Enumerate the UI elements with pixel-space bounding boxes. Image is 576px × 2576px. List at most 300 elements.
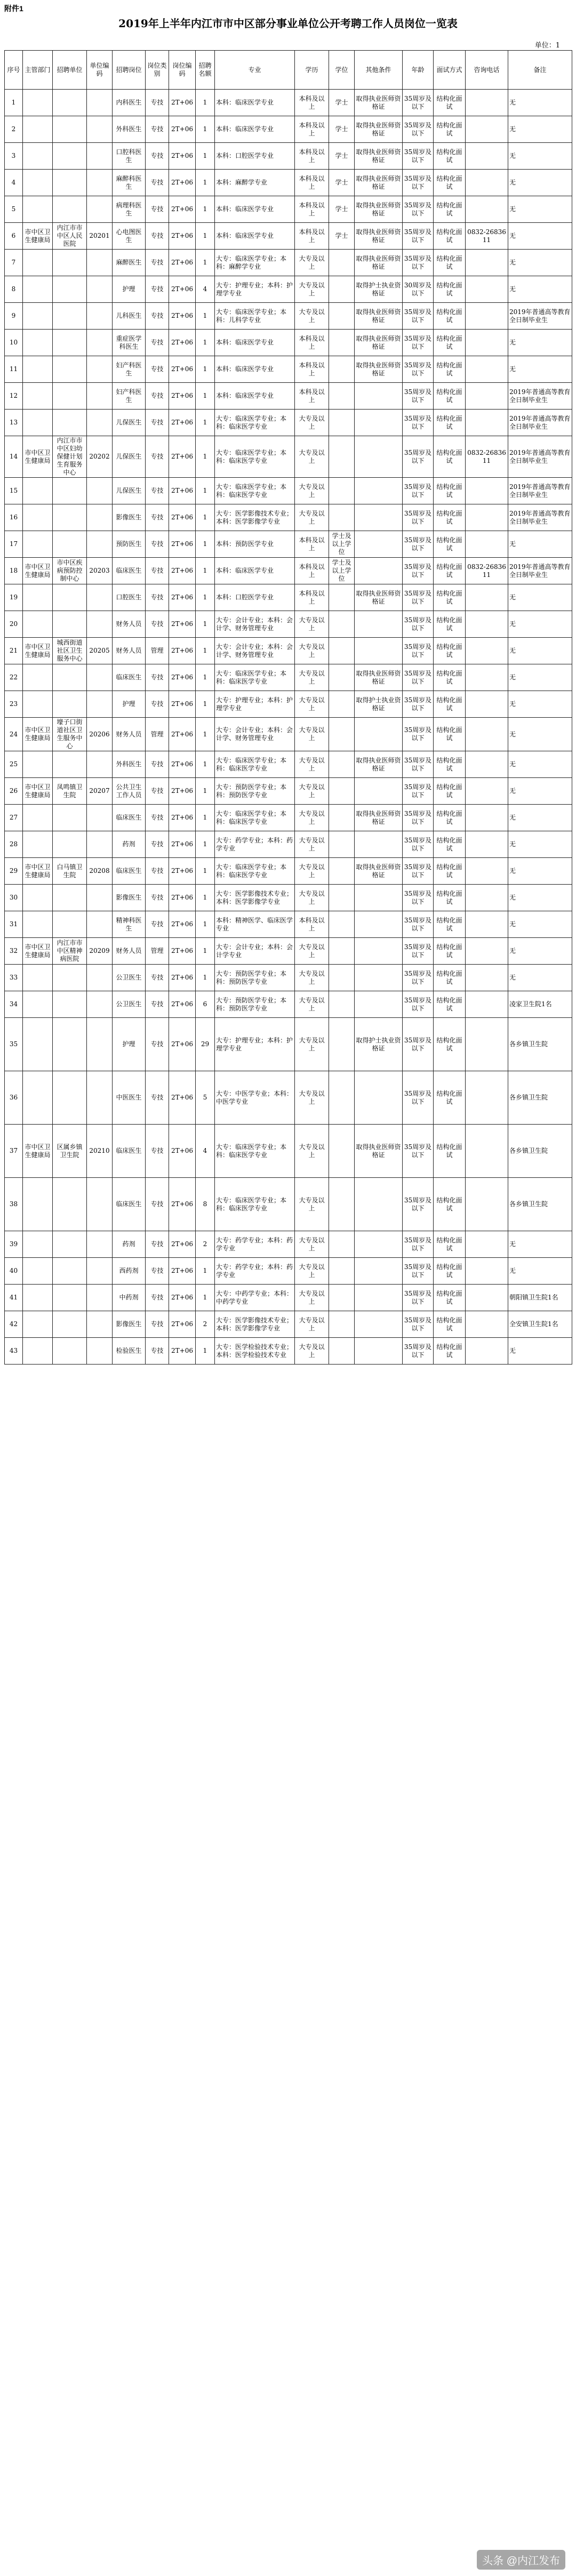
cell-org — [53, 356, 87, 383]
cell-type: 专技 — [146, 531, 169, 558]
table-row — [5, 196, 572, 223]
cell-age: 35周岁及以下 — [403, 1231, 434, 1258]
cell-dept — [23, 1338, 53, 1365]
cell-pcode: 2T+06 — [169, 584, 196, 611]
cell-major: 本科：临床医学专业 — [215, 223, 295, 250]
cell-exam: 结构化面试 — [434, 1258, 466, 1285]
cell-exam: 结构化面试 — [434, 531, 466, 558]
cell-org — [53, 143, 87, 170]
cell-major: 大专：护理专业；本科：护理学专业 — [215, 1018, 295, 1071]
cell-code — [87, 143, 113, 170]
cell-deg — [329, 1338, 355, 1365]
cell-no: 15 — [5, 478, 23, 504]
cell-org: 壕子口街道社区卫生服务中心 — [53, 718, 87, 751]
cell-note: 2019年普通高等教育全日制毕业生 — [508, 303, 572, 330]
cell-post: 影像医生 — [113, 885, 146, 911]
cell-major: 大专：预防医学专业；本科：预防医学专业 — [215, 778, 295, 805]
cell-age: 35周岁及以下 — [403, 991, 434, 1018]
cell-num: 1 — [196, 223, 215, 250]
cell-org — [53, 250, 87, 276]
cell-num: 1 — [196, 1338, 215, 1365]
cell-pcode: 2T+06 — [169, 410, 196, 436]
cell-major: 大专：医学影像技术专业；本科：医学影像学专业 — [215, 1311, 295, 1338]
cell-edu: 大专及以上 — [295, 250, 329, 276]
cell-age: 35周岁及以下 — [403, 504, 434, 531]
cell-post: 妇产科医生 — [113, 383, 146, 410]
cell-note: 无 — [508, 143, 572, 170]
cell-note: 2019年普通高等教育全日制毕业生 — [508, 383, 572, 410]
cell-exam: 结构化面试 — [434, 410, 466, 436]
cell-cond — [355, 938, 403, 965]
cell-major: 大专：临床医学专业；本科：临床医学专业 — [215, 751, 295, 778]
table-row — [5, 664, 572, 691]
cell-org — [53, 1231, 87, 1258]
cell-dept — [23, 1178, 53, 1231]
cell-exam: 结构化面试 — [434, 938, 466, 965]
cell-major: 大专：医学影像技术专业；本科：医学影像学专业 — [215, 885, 295, 911]
cell-edu: 大专及以上 — [295, 1258, 329, 1285]
cell-pcode: 2T+06 — [169, 1258, 196, 1285]
cell-org — [53, 1018, 87, 1071]
cell-pcode: 2T+06 — [169, 911, 196, 938]
cell-edu: 本科及以上 — [295, 383, 329, 410]
cell-tel — [466, 276, 508, 303]
cell-code — [87, 116, 113, 143]
cell-age: 35周岁及以下 — [403, 1311, 434, 1338]
cell-deg — [329, 1178, 355, 1231]
table-row — [5, 90, 572, 116]
cell-age: 35周岁及以下 — [403, 558, 434, 584]
cell-deg — [329, 751, 355, 778]
cell-dept — [23, 1018, 53, 1071]
cell-code: 20205 — [87, 638, 113, 664]
cell-age: 35周岁及以下 — [403, 831, 434, 858]
cell-pcode: 2T+06 — [169, 436, 196, 478]
cell-edu: 本科及以上 — [295, 356, 329, 383]
cell-code — [87, 1285, 113, 1311]
cell-note: 全安镇卫生院1名 — [508, 1311, 572, 1338]
cell-org — [53, 330, 87, 356]
cell-no: 27 — [5, 805, 23, 831]
page-title: 2019年上半年内江市市中区部分事业单位公开考聘工作人员岗位一览表 — [118, 17, 458, 30]
cell-type: 专技 — [146, 611, 169, 638]
cell-note: 无 — [508, 276, 572, 303]
cell-no: 20 — [5, 611, 23, 638]
cell-type: 专技 — [146, 356, 169, 383]
cell-deg — [329, 276, 355, 303]
cell-pcode: 2T+06 — [169, 116, 196, 143]
cell-note: 无 — [508, 1258, 572, 1285]
cell-tel — [466, 1071, 508, 1125]
cell-num: 1 — [196, 558, 215, 584]
cell-exam: 结构化面试 — [434, 223, 466, 250]
cell-tel — [466, 356, 508, 383]
cell-deg — [329, 504, 355, 531]
cell-pcode: 2T+06 — [169, 1285, 196, 1311]
cell-org — [53, 584, 87, 611]
cell-cond — [355, 504, 403, 531]
cell-edu: 大专及以上 — [295, 1338, 329, 1365]
cell-code — [87, 1338, 113, 1365]
cell-major: 本科：口腔医学专业 — [215, 584, 295, 611]
cell-note: 无 — [508, 90, 572, 116]
cell-cond — [355, 611, 403, 638]
cell-org — [53, 116, 87, 143]
cell-major: 大专：临床医学专业；本科：临床医学专业 — [215, 1178, 295, 1231]
cell-exam: 结构化面试 — [434, 691, 466, 718]
cell-code — [87, 991, 113, 1018]
cell-deg — [329, 436, 355, 478]
watermark: 头条 @内江发布 — [477, 2550, 565, 2570]
cell-deg — [329, 1071, 355, 1125]
cell-age: 35周岁及以下 — [403, 858, 434, 885]
cell-org: 白马镇卫生院 — [53, 858, 87, 885]
cell-pcode: 2T+06 — [169, 276, 196, 303]
cell-major: 本科：临床医学专业 — [215, 90, 295, 116]
cell-post: 病理科医生 — [113, 196, 146, 223]
table-row — [5, 478, 572, 504]
cell-dept — [23, 691, 53, 718]
cell-dept — [23, 196, 53, 223]
cell-note: 无 — [508, 223, 572, 250]
cell-dept: 市中区卫生健康局 — [23, 436, 53, 478]
column-header: 面试方式 — [434, 51, 466, 90]
cell-code — [87, 504, 113, 531]
cell-exam: 结构化面试 — [434, 504, 466, 531]
cell-cond — [355, 531, 403, 558]
cell-post: 儿保医生 — [113, 478, 146, 504]
cell-cond: 取得执业医师资格证 — [355, 303, 403, 330]
cell-code — [87, 90, 113, 116]
cell-code: 20208 — [87, 858, 113, 885]
cell-no: 35 — [5, 1018, 23, 1071]
cell-post: 内科医生 — [113, 90, 146, 116]
cell-exam: 结构化面试 — [434, 558, 466, 584]
table-row — [5, 965, 572, 991]
cell-pcode: 2T+06 — [169, 1178, 196, 1231]
cell-org — [53, 478, 87, 504]
cell-major: 大专：中药学专业；本科：中药学专业 — [215, 1285, 295, 1311]
cell-num: 1 — [196, 250, 215, 276]
cell-exam: 结构化面试 — [434, 116, 466, 143]
cell-dept — [23, 531, 53, 558]
cell-num: 1 — [196, 531, 215, 558]
cell-dept — [23, 805, 53, 831]
cell-age: 35周岁及以下 — [403, 250, 434, 276]
cell-tel — [466, 691, 508, 718]
cell-edu: 大专及以上 — [295, 938, 329, 965]
cell-major: 大专：药学专业；本科：药学专业 — [215, 831, 295, 858]
cell-edu: 大专及以上 — [295, 965, 329, 991]
cell-no: 39 — [5, 1231, 23, 1258]
cell-note: 无 — [508, 691, 572, 718]
cell-edu: 本科及以上 — [295, 558, 329, 584]
cell-exam: 结构化面试 — [434, 638, 466, 664]
cell-major: 大专：临床医学专业；本科：临床医学专业 — [215, 436, 295, 478]
cell-edu: 大专及以上 — [295, 885, 329, 911]
cell-tel: 0832-2683611 — [466, 436, 508, 478]
cell-cond — [355, 410, 403, 436]
cell-no: 43 — [5, 1338, 23, 1365]
cell-cond: 取得执业医师资格证 — [355, 1125, 403, 1178]
table-row — [5, 691, 572, 718]
cell-major: 本科：临床医学专业 — [215, 558, 295, 584]
cell-major: 本科：预防医学专业 — [215, 531, 295, 558]
cell-tel — [466, 330, 508, 356]
cell-deg: 学士及以上学位 — [329, 531, 355, 558]
cell-post: 临床医生 — [113, 858, 146, 885]
cell-type: 专技 — [146, 1231, 169, 1258]
cell-edu: 大专及以上 — [295, 1071, 329, 1125]
cell-org — [53, 196, 87, 223]
cell-org — [53, 1311, 87, 1338]
cell-exam: 结构化面试 — [434, 805, 466, 831]
cell-org: 市中区疾病预防控制中心 — [53, 558, 87, 584]
cell-exam: 结构化面试 — [434, 778, 466, 805]
column-header: 主管部门 — [23, 51, 53, 90]
cell-deg — [329, 858, 355, 885]
cell-code — [87, 250, 113, 276]
cell-code — [87, 885, 113, 911]
cell-post: 护理 — [113, 1018, 146, 1071]
cell-cond — [355, 1071, 403, 1125]
cell-code — [87, 664, 113, 691]
cell-post: 外科医生 — [113, 751, 146, 778]
cell-age: 35周岁及以下 — [403, 143, 434, 170]
cell-cond — [355, 911, 403, 938]
column-header: 学历 — [295, 51, 329, 90]
table-row — [5, 1178, 572, 1231]
cell-dept — [23, 664, 53, 691]
cell-deg — [329, 778, 355, 805]
cell-tel — [466, 116, 508, 143]
cell-dept — [23, 751, 53, 778]
cell-no: 5 — [5, 196, 23, 223]
cell-tel — [466, 1231, 508, 1258]
cell-deg — [329, 885, 355, 911]
cell-type: 专技 — [146, 691, 169, 718]
cell-pcode: 2T+06 — [169, 858, 196, 885]
cell-post: 西药剂 — [113, 1258, 146, 1285]
cell-pcode: 2T+06 — [169, 638, 196, 664]
cell-tel — [466, 611, 508, 638]
cell-edu: 本科及以上 — [295, 116, 329, 143]
cell-post: 外科医生 — [113, 116, 146, 143]
cell-note: 无 — [508, 250, 572, 276]
cell-dept — [23, 410, 53, 436]
cell-post: 精神科医生 — [113, 911, 146, 938]
cell-major: 大专：护理专业；本科：护理学专业 — [215, 276, 295, 303]
cell-major: 大专：药学专业；本科：药学专业 — [215, 1231, 295, 1258]
cell-age: 35周岁及以下 — [403, 965, 434, 991]
cell-tel — [466, 911, 508, 938]
cell-major: 本科：临床医学专业 — [215, 356, 295, 383]
cell-code — [87, 276, 113, 303]
cell-cond — [355, 436, 403, 478]
table-header — [5, 51, 572, 90]
cell-edu: 大专及以上 — [295, 1311, 329, 1338]
cell-org — [53, 611, 87, 638]
cell-post: 妇产科医生 — [113, 356, 146, 383]
cell-exam: 结构化面试 — [434, 330, 466, 356]
cell-post: 儿保医生 — [113, 436, 146, 478]
cell-deg — [329, 330, 355, 356]
cell-num: 1 — [196, 965, 215, 991]
cell-org — [53, 991, 87, 1018]
column-header: 岗位编码 — [169, 51, 196, 90]
cell-num: 2 — [196, 1231, 215, 1258]
cell-edu: 大专及以上 — [295, 664, 329, 691]
cell-no: 24 — [5, 718, 23, 751]
cell-num: 1 — [196, 638, 215, 664]
cell-code — [87, 196, 113, 223]
cell-org — [53, 383, 87, 410]
cell-edu: 大专及以上 — [295, 276, 329, 303]
cell-org — [53, 1338, 87, 1365]
cell-cond — [355, 1231, 403, 1258]
cell-num: 1 — [196, 1258, 215, 1285]
cell-type: 专技 — [146, 584, 169, 611]
cell-pcode: 2T+06 — [169, 356, 196, 383]
cell-age: 35周岁及以下 — [403, 1258, 434, 1285]
cell-note: 无 — [508, 170, 572, 196]
cell-major: 大专：药学专业；本科：药学专业 — [215, 1258, 295, 1285]
cell-edu: 本科及以上 — [295, 223, 329, 250]
cell-type: 专技 — [146, 1258, 169, 1285]
cell-post: 临床医生 — [113, 805, 146, 831]
cell-major: 本科：临床医学专业 — [215, 383, 295, 410]
cell-pcode: 2T+06 — [169, 831, 196, 858]
cell-type: 专技 — [146, 858, 169, 885]
cell-deg: 学士 — [329, 143, 355, 170]
cell-dept — [23, 831, 53, 858]
cell-tel — [466, 885, 508, 911]
cell-major: 大专：临床医学专业；本科：临床医学专业 — [215, 1125, 295, 1178]
cell-exam: 结构化面试 — [434, 1285, 466, 1311]
cell-dept: 市中区卫生健康局 — [23, 1125, 53, 1178]
cell-cond: 取得护士执业资格证 — [355, 276, 403, 303]
table-row — [5, 170, 572, 196]
cell-note: 各乡镇卫生院 — [508, 1125, 572, 1178]
cell-deg — [329, 991, 355, 1018]
cell-code — [87, 1231, 113, 1258]
cell-exam: 结构化面试 — [434, 250, 466, 276]
cell-dept — [23, 303, 53, 330]
cell-edu: 大专及以上 — [295, 991, 329, 1018]
cell-code — [87, 805, 113, 831]
cell-deg — [329, 1258, 355, 1285]
cell-dept: 市中区卫生健康局 — [23, 638, 53, 664]
cell-tel — [466, 303, 508, 330]
cell-cond — [355, 478, 403, 504]
table-row — [5, 223, 572, 250]
cell-no: 12 — [5, 383, 23, 410]
cell-code — [87, 1311, 113, 1338]
cell-num: 4 — [196, 276, 215, 303]
cell-exam: 结构化面试 — [434, 1311, 466, 1338]
cell-no: 18 — [5, 558, 23, 584]
cell-note: 无 — [508, 116, 572, 143]
cell-num: 1 — [196, 831, 215, 858]
cell-note: 无 — [508, 938, 572, 965]
cell-no: 9 — [5, 303, 23, 330]
cell-num: 1 — [196, 911, 215, 938]
cell-major: 本科：临床医学专业 — [215, 196, 295, 223]
cell-cond: 取得执业医师资格证 — [355, 143, 403, 170]
cell-org: 凤鸣镇卫生院 — [53, 778, 87, 805]
cell-exam: 结构化面试 — [434, 858, 466, 885]
cell-exam: 结构化面试 — [434, 1018, 466, 1071]
cell-no: 7 — [5, 250, 23, 276]
cell-age: 35周岁及以下 — [403, 938, 434, 965]
cell-edu: 大专及以上 — [295, 504, 329, 531]
cell-num: 8 — [196, 1178, 215, 1231]
cell-major: 本科：精神医学、临床医学专业 — [215, 911, 295, 938]
cell-dept — [23, 1071, 53, 1125]
cell-deg: 学士 — [329, 116, 355, 143]
cell-no: 30 — [5, 885, 23, 911]
table-row — [5, 1125, 572, 1178]
cell-pcode: 2T+06 — [169, 1125, 196, 1178]
cell-pcode: 2T+06 — [169, 143, 196, 170]
cell-deg — [329, 638, 355, 664]
table-row — [5, 276, 572, 303]
cell-type: 专技 — [146, 965, 169, 991]
cell-no: 4 — [5, 170, 23, 196]
cell-code — [87, 170, 113, 196]
cell-post: 财务人员 — [113, 638, 146, 664]
cell-age: 35周岁及以下 — [403, 196, 434, 223]
cell-edu: 大专及以上 — [295, 831, 329, 858]
cell-note: 各乡镇卫生院 — [508, 1178, 572, 1231]
cell-type: 专技 — [146, 1285, 169, 1311]
cell-dept — [23, 330, 53, 356]
table-row — [5, 330, 572, 356]
column-header: 年龄 — [403, 51, 434, 90]
cell-cond: 取得执业医师资格证 — [355, 330, 403, 356]
cell-cond: 取得执业医师资格证 — [355, 250, 403, 276]
cell-exam: 结构化面试 — [434, 885, 466, 911]
cell-edu: 本科及以上 — [295, 531, 329, 558]
cell-code — [87, 478, 113, 504]
cell-post: 护理 — [113, 276, 146, 303]
cell-cond: 取得执业医师资格证 — [355, 751, 403, 778]
cell-type: 专技 — [146, 1338, 169, 1365]
cell-edu: 本科及以上 — [295, 170, 329, 196]
column-header: 其他条件 — [355, 51, 403, 90]
cell-tel — [466, 638, 508, 664]
cell-post: 财务人员 — [113, 718, 146, 751]
cell-num: 1 — [196, 504, 215, 531]
cell-exam: 结构化面试 — [434, 911, 466, 938]
cell-num: 1 — [196, 611, 215, 638]
table-row — [5, 356, 572, 383]
table-row — [5, 143, 572, 170]
cell-tel — [466, 1018, 508, 1071]
cell-pcode: 2T+06 — [169, 751, 196, 778]
cell-cond: 取得执业医师资格证 — [355, 584, 403, 611]
cell-age: 35周岁及以下 — [403, 885, 434, 911]
cell-note: 无 — [508, 1338, 572, 1365]
cell-note: 无 — [508, 584, 572, 611]
cell-deg — [329, 303, 355, 330]
cell-tel — [466, 831, 508, 858]
cell-no: 22 — [5, 664, 23, 691]
cell-dept — [23, 911, 53, 938]
cell-dept: 市中区卫生健康局 — [23, 938, 53, 965]
table-row — [5, 1338, 572, 1365]
cell-org — [53, 751, 87, 778]
